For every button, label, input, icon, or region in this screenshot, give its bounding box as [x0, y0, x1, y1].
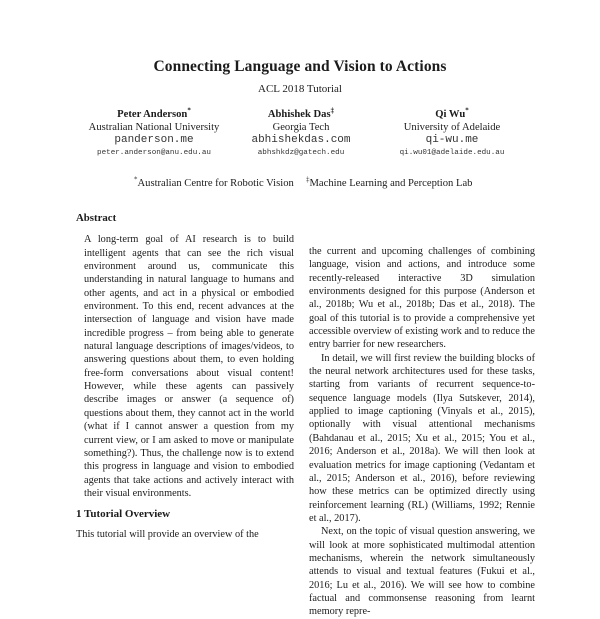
author-email[interactable]: qi.wu01@adelaide.edu.au	[399, 149, 505, 157]
author-name: Abhishek Das‡	[267, 106, 335, 120]
body-paragraph: In detail, we will first review the building blocks of the neural network architectures used for these tasks, starting from variants of recurrent sequence-to-sequence language models (Ilya Sutskever, 2014), applied to image captioning (Vinyals et al., 2015), optionally with visual attentional mechanisms (Bahdanau et al., 2015; Xu et al., 2015; You et al., 2016; Anderson et al., 2018a). We will then look at evaluation metrics for image captioning (Vedantam et al., 2015; Anderson et al., 2016), before reviewing how these metrics can be optimized directly using reinforcement learning (RL) (Williams, 1992; Rennie et al., 2017).	[309, 352, 535, 524]
author-website[interactable]: panderson.me	[114, 134, 194, 146]
author-block	[251, 108, 350, 160]
author-affiliation: Georgia Tech	[272, 122, 330, 133]
section-heading: 1 Tutorial Overview	[76, 508, 171, 521]
author-email[interactable]: abhshkdz@gatech.edu	[257, 149, 345, 157]
author-name: Peter Anderson*	[117, 106, 191, 120]
body-paragraph: the current and upcoming challenges of combining language, vision and actions, and introduce some recently-released interactive 3D simulation environments designed for this purpose (Anderson et al., 2018b; Wu et al., 2018b; Das et al., 2018). The goal of this tutorial is to provide a comprehensive yet accessible overview of existing work and to reduce the entry barrier for new researchers.	[309, 246, 535, 351]
affiliation-note: ‡Machine Learning and Perception Lab	[306, 175, 473, 189]
section-text: This tutorial will provide an overview of the	[76, 528, 259, 540]
author-block	[400, 108, 505, 160]
author-website[interactable]: qi-wu.me	[425, 134, 479, 146]
abstract-heading: Abstract	[76, 212, 117, 224]
right-column	[309, 245, 535, 619]
abstract-text: A long-term goal of AI research is to build intelligent agents that can see the rich visual environment around us, communicate this understanding in natural language to humans and other agents, and act in a physical or embodied environment. To this end, recent advances at the intersection of language and vision have made incredible progress – from being able to generate natural language descriptions of images/videos, to answering questions about them, to even holding free-form conversations about visual content! However, while these agents can passively describe images or answer (a sequence of) questions about them, they cannot act in the world (what if I cannot answer a question from my current view, or I am asked to move or manipulate something?). Thus, the challenge now is to extend this progress in language and vision to embodied agents that take actions and actively interact with their visual environments.	[84, 234, 294, 499]
left-column	[76, 212, 302, 541]
affiliation-note: *Australian Centre for Robotic Vision	[134, 175, 294, 189]
paper-subtitle: ACL 2018 Tutorial	[258, 83, 342, 95]
author-affiliation: Australian National University	[88, 122, 220, 133]
author-name: Qi Wu*	[435, 106, 469, 120]
body-paragraph: Next, on the topic of visual question answering, we will look at more sophisticated multimodal attention mechanisms, wherein the network simultaneously attends to visual and textual features (Fukui et al., 2016; Lu et al., 2016). We will see how to combine factual and commonsense reasoning from learnt memory repre-	[309, 526, 535, 618]
paper-title: Connecting Language and Vision to Actions	[153, 58, 447, 75]
author-affiliation: University of Adelaide	[403, 122, 501, 133]
author-website[interactable]: abhishekdas.com	[251, 134, 351, 146]
author-block	[89, 108, 220, 160]
author-email[interactable]: peter.anderson@anu.edu.au	[97, 149, 211, 157]
